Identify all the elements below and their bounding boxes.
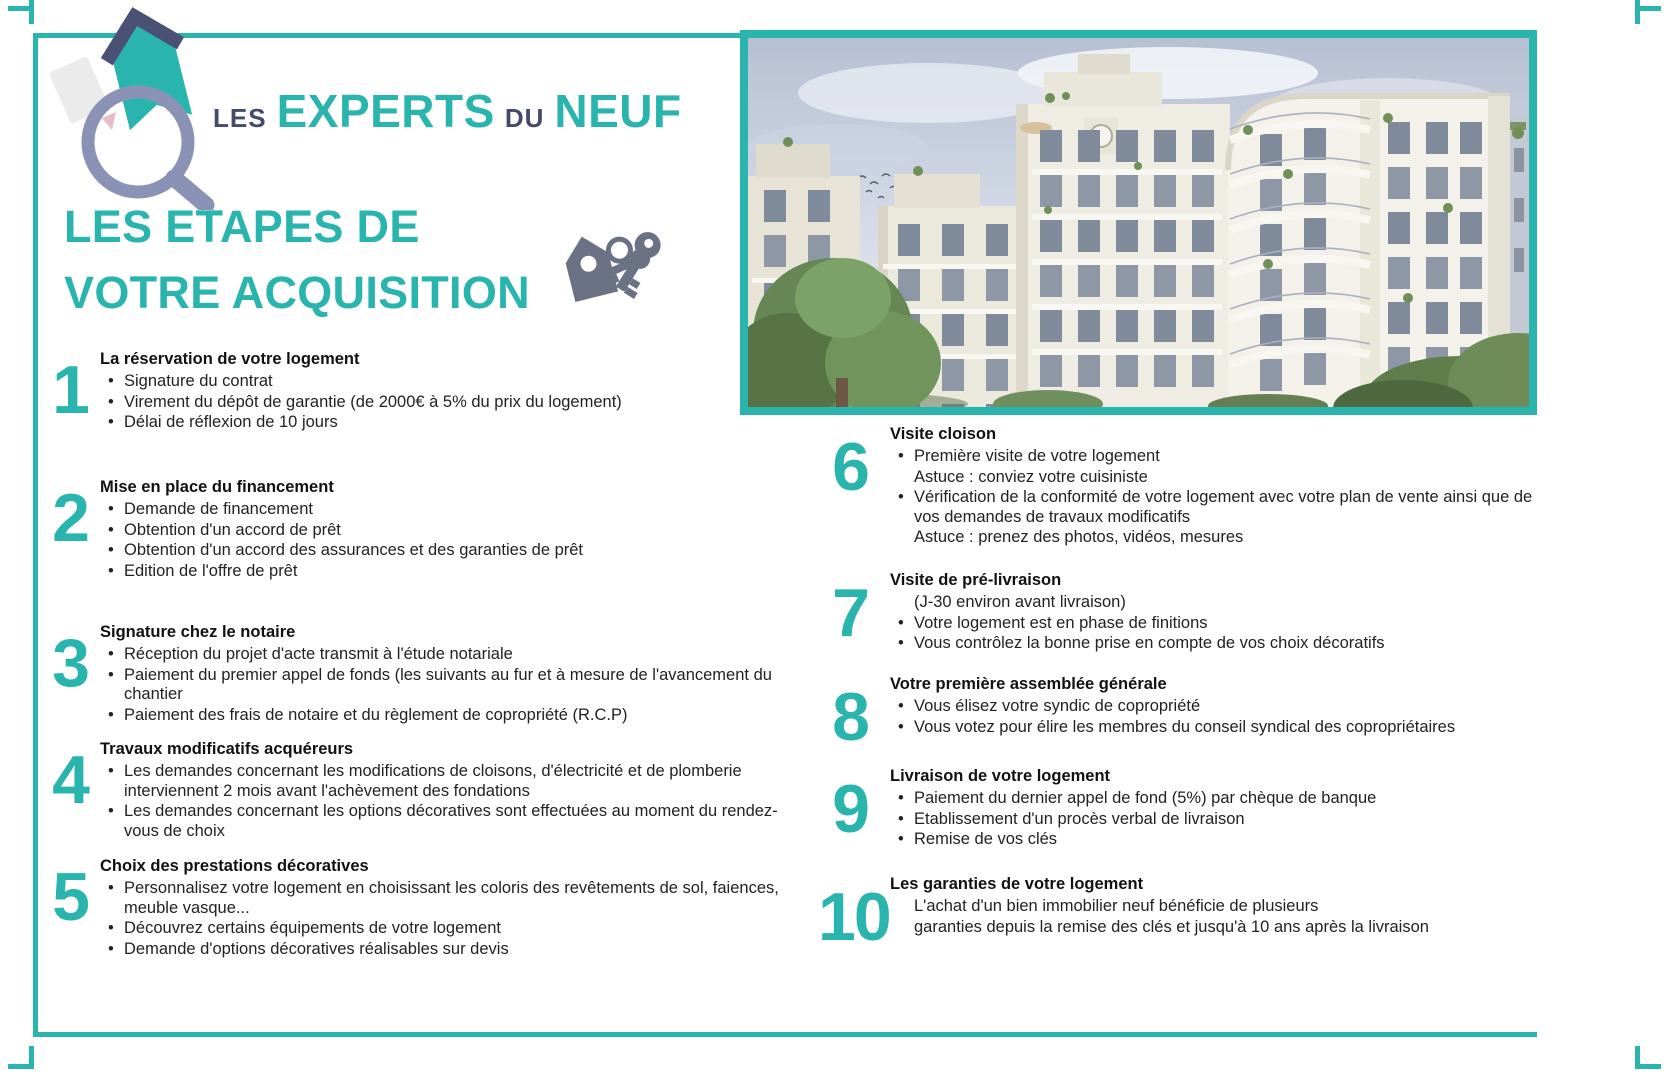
- step-items: [890, 447, 1545, 548]
- step-note-line: garanties depuis la remise des clés et jusqu'à 10 ans après la livraison: [914, 917, 1429, 936]
- step-items: [100, 879, 806, 959]
- step-items: [890, 593, 1545, 654]
- step-bullet-item: • Vérification de la conformité de votre logement avec votre plan de vente ainsi que de vos demandes de travaux modificatifs: [890, 488, 1545, 527]
- step-bullet-item: • Paiement des frais de notaire et du règlement de copropriété (R.C.P): [100, 706, 806, 726]
- step-title: Visite de pré-livraison: [890, 571, 1062, 589]
- logo-wordmark: [213, 84, 682, 138]
- step: [44, 622, 814, 726]
- step-note-line: (J-30 environ avant livraison): [914, 593, 1126, 611]
- step-content: [100, 739, 806, 841]
- step-bullet-item: • Virement du dépôt de garantie (de 2000€ à 5% du prix du logement): [100, 393, 806, 413]
- house-magnifier-icon: [50, 0, 220, 210]
- step: [818, 874, 1538, 955]
- step-content: [100, 349, 806, 433]
- step: [818, 424, 1538, 549]
- step: [44, 349, 814, 434]
- step-bullet-item: • Vous contrôlez la bonne prise en compte de vos choix décoratifs: [890, 634, 1545, 654]
- step-bullet-item: • Edition de l'offre de prêt: [100, 562, 806, 582]
- logo-word-experts: EXPERTS: [276, 85, 495, 137]
- step-bullet-item: • Demande d'options décoratives réalisables sur devis: [100, 940, 806, 960]
- step-note-line: Astuce : conviez votre cuisiniste: [914, 467, 1148, 486]
- page-title: [64, 194, 530, 326]
- steps-column-right: [818, 0, 1538, 1080]
- page-title-line2: VOTRE ACQUISITION: [64, 267, 530, 318]
- step-content: [890, 570, 1545, 654]
- step-items: [100, 645, 806, 725]
- step-number: 3: [52, 625, 88, 701]
- step-items: [100, 372, 806, 433]
- step-number: 1: [52, 352, 88, 428]
- step-bullet-item: • Les demandes concernant les options décoratives sont effectuées au moment du rendez-vous de choix: [100, 802, 806, 841]
- step-items: [890, 897, 1545, 937]
- step-items: [890, 697, 1545, 737]
- logo-word-les: LES: [213, 103, 267, 133]
- step-number: 6: [832, 429, 868, 505]
- step-bullet-item: • Obtention d'un accord de prêt: [100, 521, 806, 541]
- step-bullet-item: • Réception du projet d'acte transmit à l'étude notariale: [100, 645, 806, 665]
- step-title: Choix des prestations décoratives: [100, 857, 369, 875]
- step-number: 7: [832, 575, 868, 651]
- step-bullet-item: • Votre logement est en phase de finitions: [890, 614, 1545, 634]
- step-content: [890, 874, 1545, 937]
- frame-line-left: [33, 33, 38, 1037]
- step-bullet-item: • Vous élisez votre syndic de copropriété: [890, 697, 1545, 717]
- logo-word-du: DU: [504, 103, 545, 133]
- step-title: Livraison de votre logement: [890, 767, 1111, 785]
- step-title: Les garanties de votre logement: [890, 875, 1144, 893]
- step-number: 10: [818, 879, 890, 955]
- step-title: Signature chez le notaire: [100, 623, 296, 641]
- step-items: [100, 762, 806, 841]
- step: [44, 739, 814, 842]
- step-content: [100, 622, 806, 725]
- step-content: [100, 856, 806, 959]
- step-bullet-item: • Obtention d'un accord des assurances et des garanties de prêt: [100, 541, 806, 561]
- step-bullet-item: • Vous votez pour élire les membres du conseil syndical des copropriétaires: [890, 718, 1545, 738]
- step-title: Visite cloison: [890, 425, 997, 443]
- logo-word-neuf: NEUF: [554, 85, 682, 137]
- step-title: Votre première assemblée générale: [890, 675, 1167, 693]
- step-bullet-item: • Demande de financement: [100, 500, 806, 520]
- step-title: La réservation de votre logement: [100, 350, 360, 368]
- step: [818, 674, 1538, 755]
- step-bullet-item: • Première visite de votre logement: [890, 447, 1545, 467]
- step: [44, 477, 814, 582]
- step-bullet-item: • Paiement du premier appel de fonds (les suivants au fur et à mesure de l'avancement du chantier: [100, 666, 806, 705]
- step-title: Travaux modificatifs acquéreurs: [100, 740, 354, 758]
- step: [818, 766, 1538, 851]
- step-number: 4: [52, 742, 88, 818]
- step-note-line: Astuce : prenez des photos, vidéos, mesures: [914, 528, 1244, 546]
- step-number: 5: [52, 859, 88, 935]
- step-items: [100, 500, 806, 581]
- step: [818, 570, 1538, 655]
- page-title-line1: LES ETAPES DE: [64, 201, 420, 252]
- step-bullet-item: • Remise de vos clés: [890, 830, 1545, 850]
- step-content: [890, 674, 1545, 737]
- step-items: [890, 789, 1545, 850]
- step-bullet-item: • Etablissement d'un procès verbal de livraison: [890, 810, 1545, 830]
- step-content: [100, 477, 806, 581]
- step-number: 9: [832, 771, 868, 847]
- step-number: 2: [52, 480, 88, 556]
- step-content: [890, 424, 1545, 548]
- step: [44, 856, 814, 960]
- step-title: Mise en place du financement: [100, 478, 334, 496]
- step-bullet-item: • Les demandes concernant les modifications de cloisons, d'électricité et de plomberie interviennent 2 mois avant l'achèvement des fondations: [100, 762, 806, 801]
- step-content: [890, 766, 1545, 850]
- step-bullet-item: • Paiement du dernier appel de fond (5%) par chèque de banque: [890, 789, 1545, 809]
- step-number: 8: [832, 679, 868, 755]
- step-bullet-item: • Personnalisez votre logement en choisissant les coloris des revêtements de sol, faiences, meuble vasque...: [100, 879, 806, 918]
- step-note-line: L'achat d'un bien immobilier neuf bénéficie de plusieurs: [914, 897, 1319, 915]
- step-bullet-item: • Découvrez certains équipements de votre logement: [100, 919, 806, 939]
- step-bullet-item: • Délai de réflexion de 10 jours: [100, 413, 806, 433]
- step-bullet-item: • Signature du contrat: [100, 372, 806, 392]
